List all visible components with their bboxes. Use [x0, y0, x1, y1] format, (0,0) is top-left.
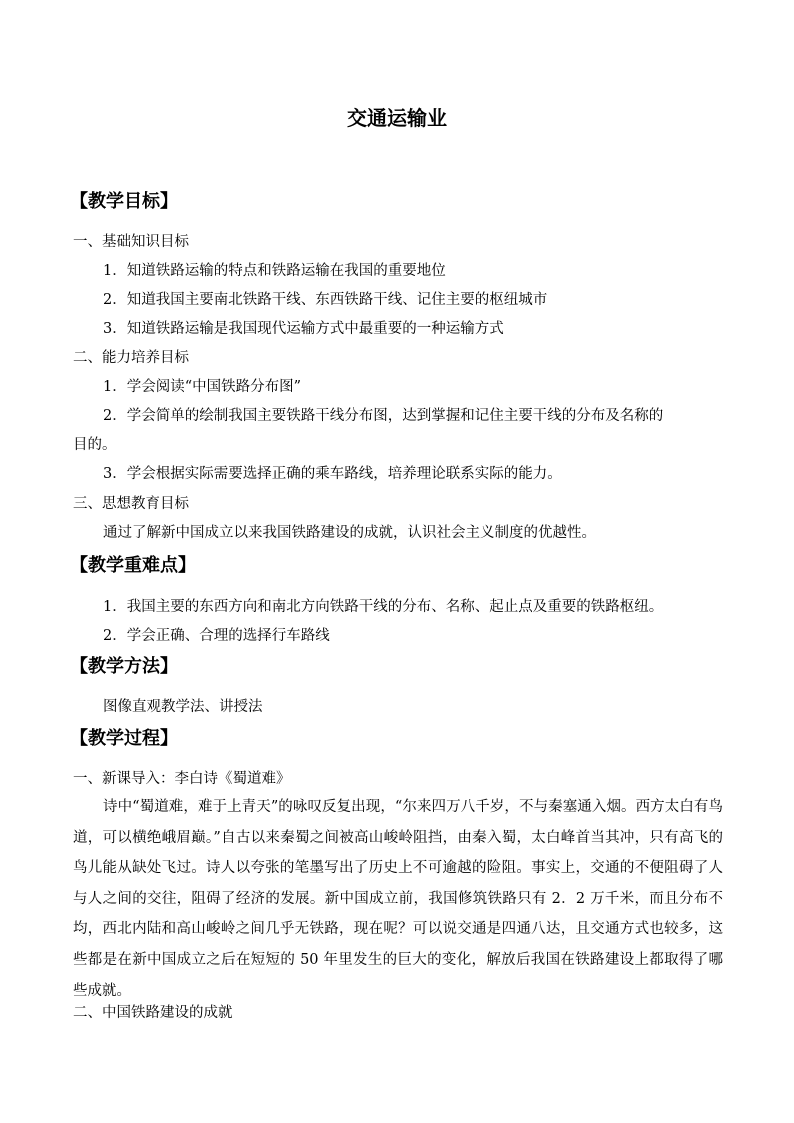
intro-title: 一、新课导入：李白诗《蜀道难》	[73, 771, 291, 787]
ability-objective-item: 1．学会阅读“中国铁路分布图”	[103, 379, 302, 395]
ability-objective-item: 2．学会简单的绘制我国主要铁路干线分布图，达到掌握和记住主要干线的分布及名称的	[103, 408, 664, 424]
ability-objective-item: 3．学会根据实际需要选择正确的乘车路线，培养理论联系实际的能力。	[103, 466, 562, 482]
ideology-objective-text: 通过了解新中国成立以来我国铁路建设的成就，认识社会主义制度的优越性。	[103, 525, 596, 541]
intro-paragraph: 诗中“蜀道难，难于上青天”的咏叹反复出现，“尔来四万八千岁，不与秦塞通入烟。西方太白有鸟道，可以横绝峨眉巅。”自古以来秦蜀之间被高山峻岭阻挡，由秦入蜀，太白峰首当其冲，只有高飞的鸟儿能从缺处飞过。诗人以夸张的笔墨写出了历史上不可逾越的险阻。事实上，交通的不便阻碍了人与人之间的交往，阻碍了经济的发展。新中国成立前，我国修筑铁路只有 2．2 万千米，而且分布不均，西北内陆和高山峻岭之间几乎无铁路，现在呢？可以说交通是四通八达，且交通方式也较多，这些都是在新中国成立之后在短短的 50 年里发生的巨大的变化，解放后我国在铁路建设上都取得了哪些成就。	[73, 799, 723, 999]
section2-title: 二、中国铁路建设的成就	[73, 1005, 233, 1021]
basic-objective-item: 1．知道铁路运输的特点和铁路运输在我国的重要地位	[103, 263, 446, 279]
key-point-item: 1．我国主要的东西方向和南北方向铁路干线的分布、名称、起止点及重要的铁路枢纽。	[103, 599, 664, 615]
key-point-item: 2．学会正确、合理的选择行车路线	[103, 628, 330, 644]
key-points-heading: 【教学重难点】	[70, 555, 196, 576]
objectives-heading: 【教学目标】	[70, 191, 178, 212]
basic-objectives-title: 一、基础知识目标	[73, 234, 189, 250]
ability-objectives-title: 二、能力培养目标	[73, 350, 189, 366]
basic-objective-item: 3．知道铁路运输是我国现代运输方式中最重要的一种运输方式	[103, 321, 504, 337]
process-heading: 【教学过程】	[70, 728, 178, 749]
basic-objective-item: 2．知道我国主要南北铁路干线、东西铁路干线、记住主要的枢纽城市	[103, 292, 548, 308]
ability-objective-item-continued: 目的。	[73, 437, 117, 453]
ideology-objectives-title: 三、思想教育目标	[73, 496, 189, 512]
methods-text: 图像直观教学法、讲授法	[103, 699, 263, 715]
document-title: 交通运输业	[347, 106, 447, 130]
methods-heading: 【教学方法】	[70, 656, 178, 677]
